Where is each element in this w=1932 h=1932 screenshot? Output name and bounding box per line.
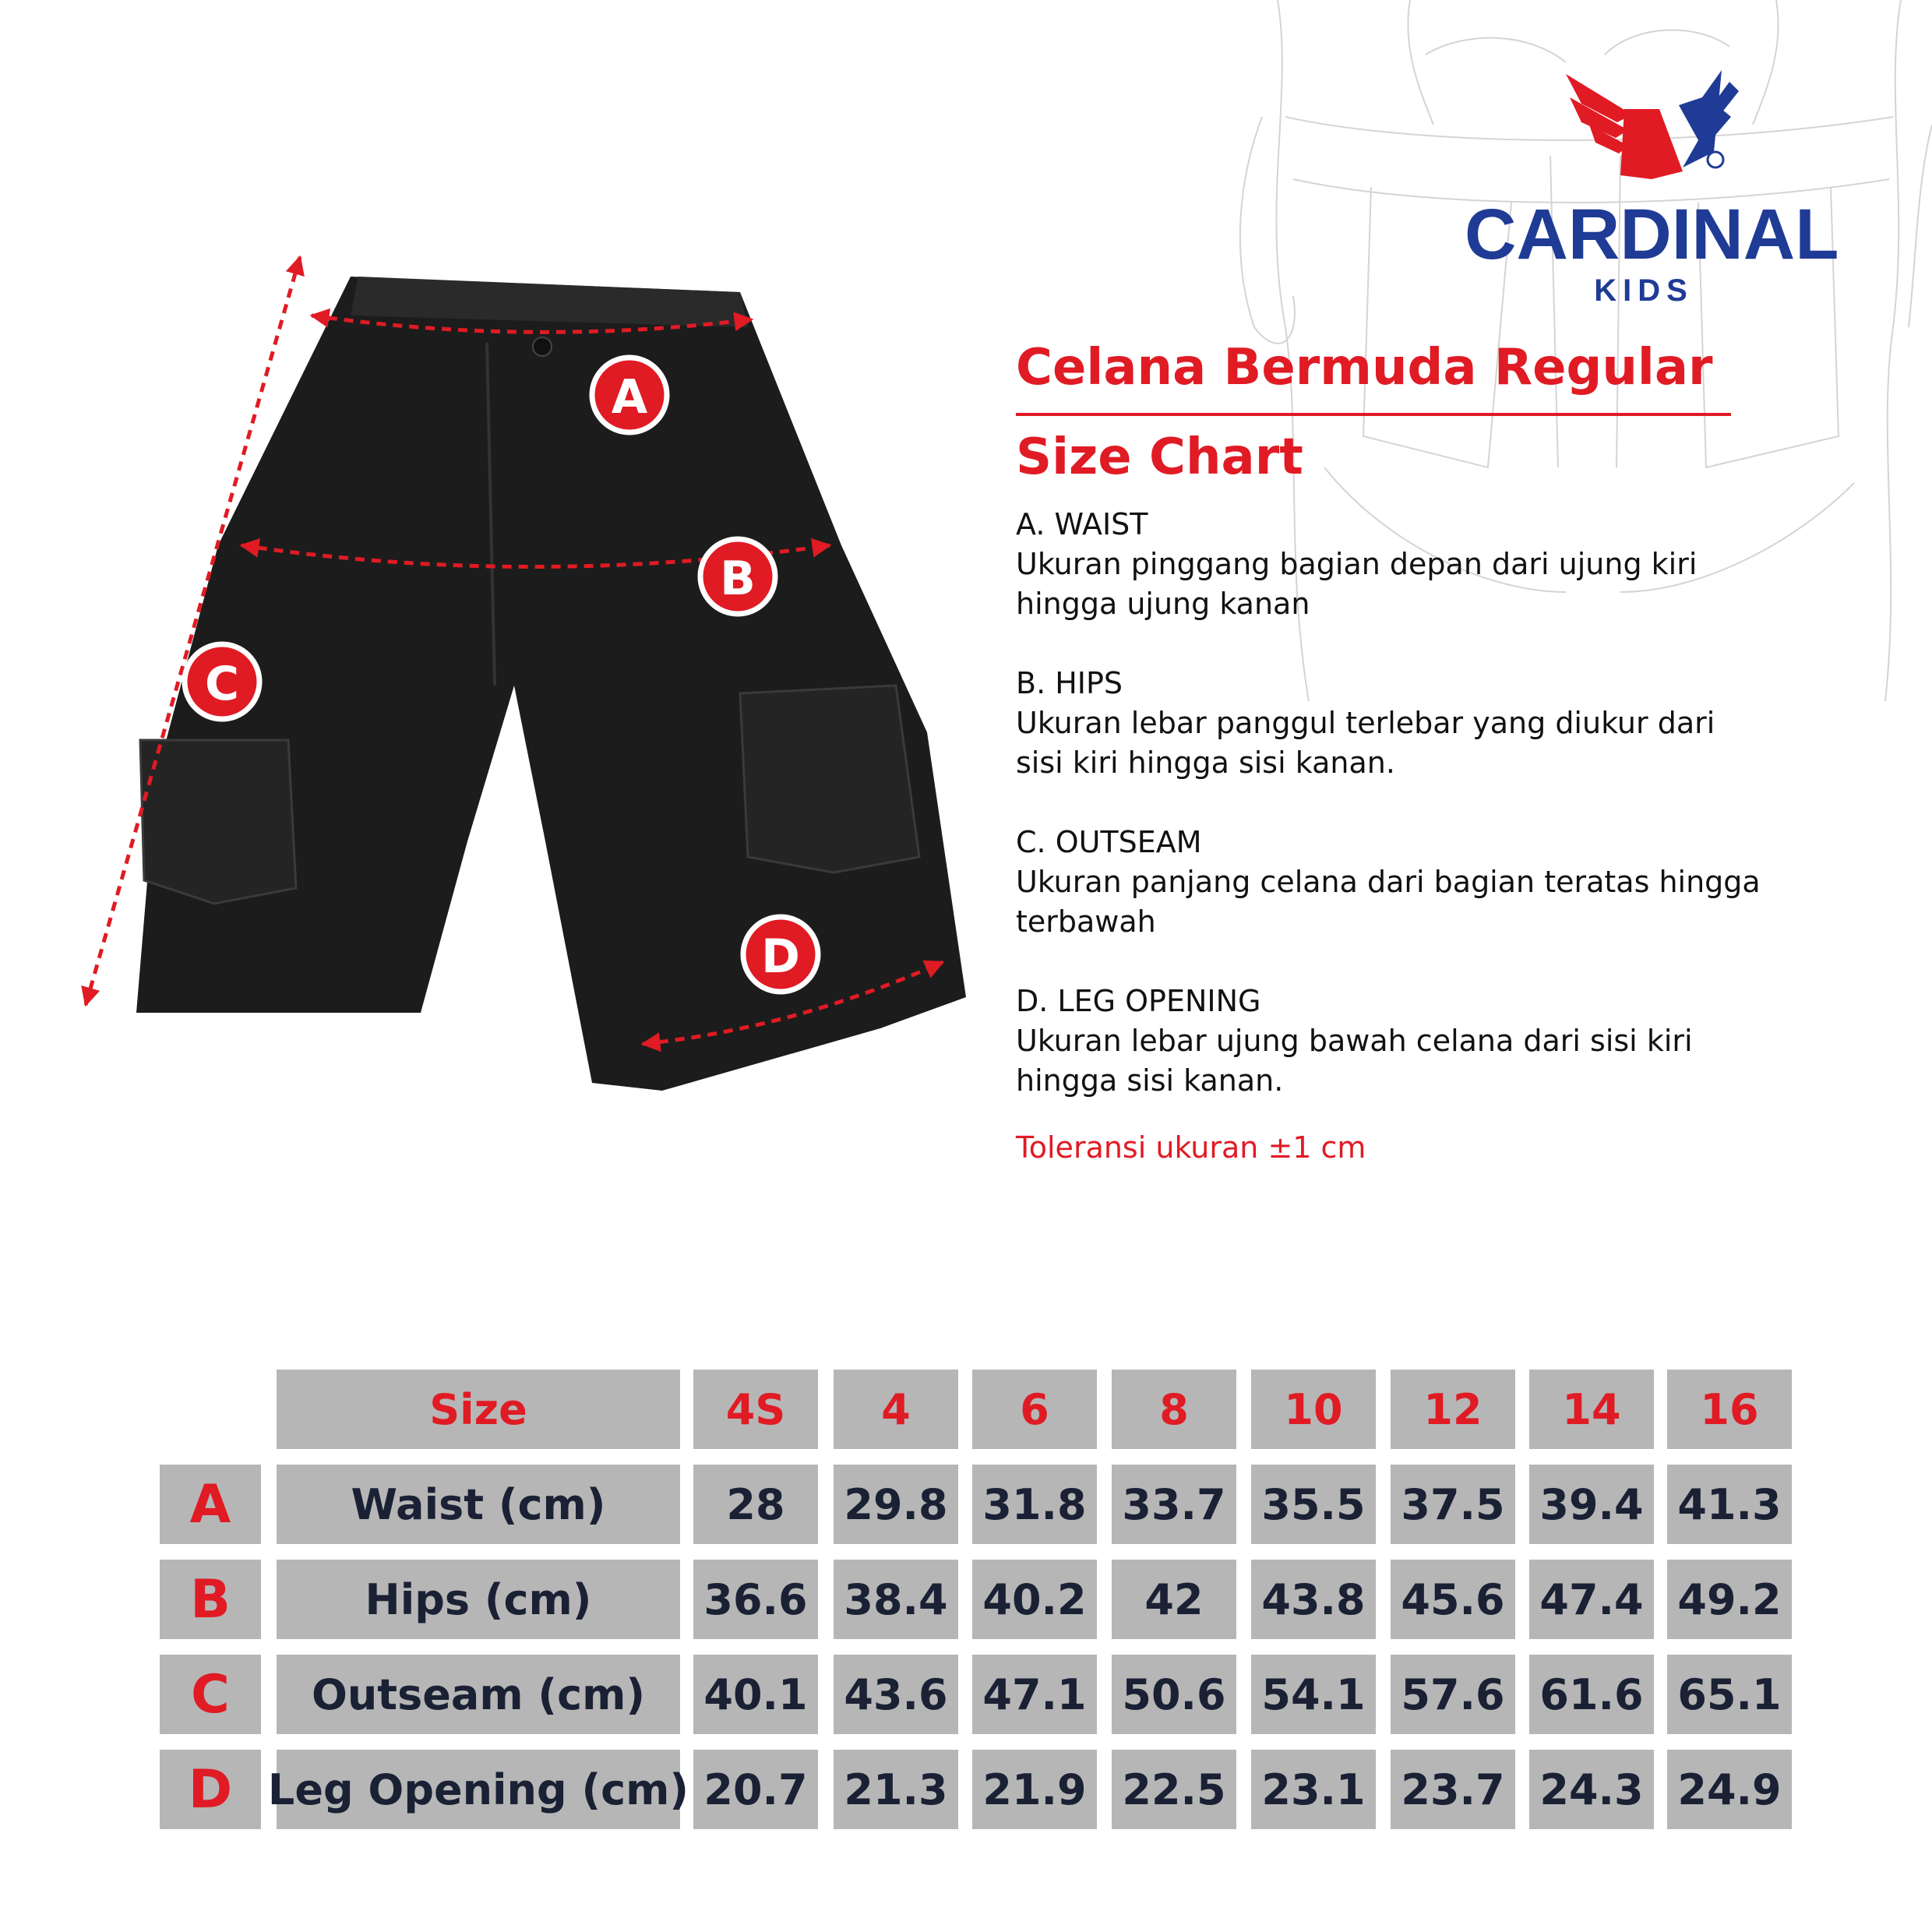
table-cell-value: 40.2 xyxy=(972,1560,1097,1639)
marker-c xyxy=(185,644,259,719)
table-cell-value: 47.1 xyxy=(972,1655,1097,1734)
table-cell-value: 24.9 xyxy=(1667,1750,1792,1829)
table-row-label: Waist (cm) xyxy=(277,1465,680,1544)
table-cell-value: 41.3 xyxy=(1667,1465,1792,1544)
table-cell-value: 31.8 xyxy=(972,1465,1097,1544)
measurement-text: Ukuran lebar ujung bawah celana dari sisi kiri hingga sisi kanan. xyxy=(1016,1024,1693,1098)
table-cell-value: 43.8 xyxy=(1251,1560,1376,1639)
brand-logo xyxy=(1465,66,1839,316)
table-header-size: 4 xyxy=(834,1370,958,1449)
svg-text:D: D xyxy=(761,929,800,984)
table-cell-value: 49.2 xyxy=(1667,1560,1792,1639)
table-cell-value: 22.5 xyxy=(1112,1750,1236,1829)
shorts-measurement-diagram xyxy=(62,234,997,1114)
measurement-text: Ukuran pinggang bagian depan dari ujung kiri hingga ujung kanan xyxy=(1016,547,1698,621)
table-row-label: Outseam (cm) xyxy=(277,1655,680,1734)
table-cell-value: 23.1 xyxy=(1251,1750,1376,1829)
marker-d xyxy=(743,917,818,992)
measurement-heading: B. HIPS xyxy=(1016,666,1123,700)
title-divider xyxy=(1016,413,1731,416)
table-cell-value: 35.5 xyxy=(1251,1465,1376,1544)
table-header-size: 16 xyxy=(1667,1370,1792,1449)
table-cell-value: 43.6 xyxy=(834,1655,958,1734)
size-tolerance-note: Toleransi ukuran ±1 cm xyxy=(1016,1130,1366,1165)
table-header-size: 6 xyxy=(972,1370,1097,1449)
brand-name: CARDINAL xyxy=(1465,195,1839,274)
table-cell-value: 36.6 xyxy=(693,1560,818,1639)
measurement-heading: A. WAIST xyxy=(1016,507,1148,541)
table-cell-value: 20.7 xyxy=(693,1750,818,1829)
table-cell-value: 57.6 xyxy=(1391,1655,1515,1734)
measurement-heading: D. LEG OPENING xyxy=(1016,984,1261,1018)
measurement-descriptions xyxy=(1016,505,1764,1141)
measurement-heading: C. OUTSEAM xyxy=(1016,825,1202,859)
table-row-letter: C xyxy=(160,1655,261,1734)
table-cell-value: 61.6 xyxy=(1529,1655,1654,1734)
table-header-size: 10 xyxy=(1251,1370,1376,1449)
table-row-letter: A xyxy=(160,1465,261,1544)
brand-subtitle: KIDS xyxy=(1594,273,1694,308)
product-title: Celana Bermuda Regular xyxy=(1016,339,1713,397)
measurement-text: Ukuran lebar panggul terlebar yang diukur dari sisi kiri hingga sisi kanan. xyxy=(1016,706,1715,780)
table-cell-value: 50.6 xyxy=(1112,1655,1236,1734)
table-header-size: 14 xyxy=(1529,1370,1654,1449)
table-cell-value: 47.4 xyxy=(1529,1560,1654,1639)
table-row-label: Leg Opening (cm) xyxy=(277,1750,680,1829)
table-cell-value: 23.7 xyxy=(1391,1750,1515,1829)
marker-a xyxy=(592,358,667,432)
table-cell-value: 40.1 xyxy=(693,1655,818,1734)
table-cell-value: 28 xyxy=(693,1465,818,1544)
table-header-size: 12 xyxy=(1391,1370,1515,1449)
measurement-hips xyxy=(1016,664,1764,783)
svg-text:C: C xyxy=(204,657,240,711)
measurement-leg-opening xyxy=(1016,982,1764,1101)
size-chart-title: Size Chart xyxy=(1016,428,1303,486)
table-cell-value: 54.1 xyxy=(1251,1655,1376,1734)
table-header-size-label: Size xyxy=(277,1370,680,1449)
svg-text:A: A xyxy=(611,370,648,425)
table-header-size: 4S xyxy=(693,1370,818,1449)
table-cell-value: 38.4 xyxy=(834,1560,958,1639)
table-cell-value: 21.3 xyxy=(834,1750,958,1829)
table-cell-value: 65.1 xyxy=(1667,1655,1792,1734)
table-cell-value: 37.5 xyxy=(1391,1465,1515,1544)
table-cell-value: 33.7 xyxy=(1112,1465,1236,1544)
measurement-waist xyxy=(1016,505,1764,624)
table-cell-value: 42 xyxy=(1112,1560,1236,1639)
table-header-size: 8 xyxy=(1112,1370,1236,1449)
table-cell-value: 29.8 xyxy=(834,1465,958,1544)
table-row-label: Hips (cm) xyxy=(277,1560,680,1639)
table-cell-value: 39.4 xyxy=(1529,1465,1654,1544)
cardinal-wings-emblem xyxy=(1465,66,1823,195)
measurement-text: Ukuran panjang celana dari bagian teratas hingga terbawah xyxy=(1016,865,1761,939)
marker-b xyxy=(700,539,775,614)
svg-text:B: B xyxy=(720,552,756,606)
table-cell-value: 45.6 xyxy=(1391,1560,1515,1639)
table-cell-value: 21.9 xyxy=(972,1750,1097,1829)
measurement-outseam xyxy=(1016,823,1764,942)
table-row-letter: B xyxy=(160,1560,261,1639)
table-row-letter: D xyxy=(160,1750,261,1829)
table-cell-value: 24.3 xyxy=(1529,1750,1654,1829)
